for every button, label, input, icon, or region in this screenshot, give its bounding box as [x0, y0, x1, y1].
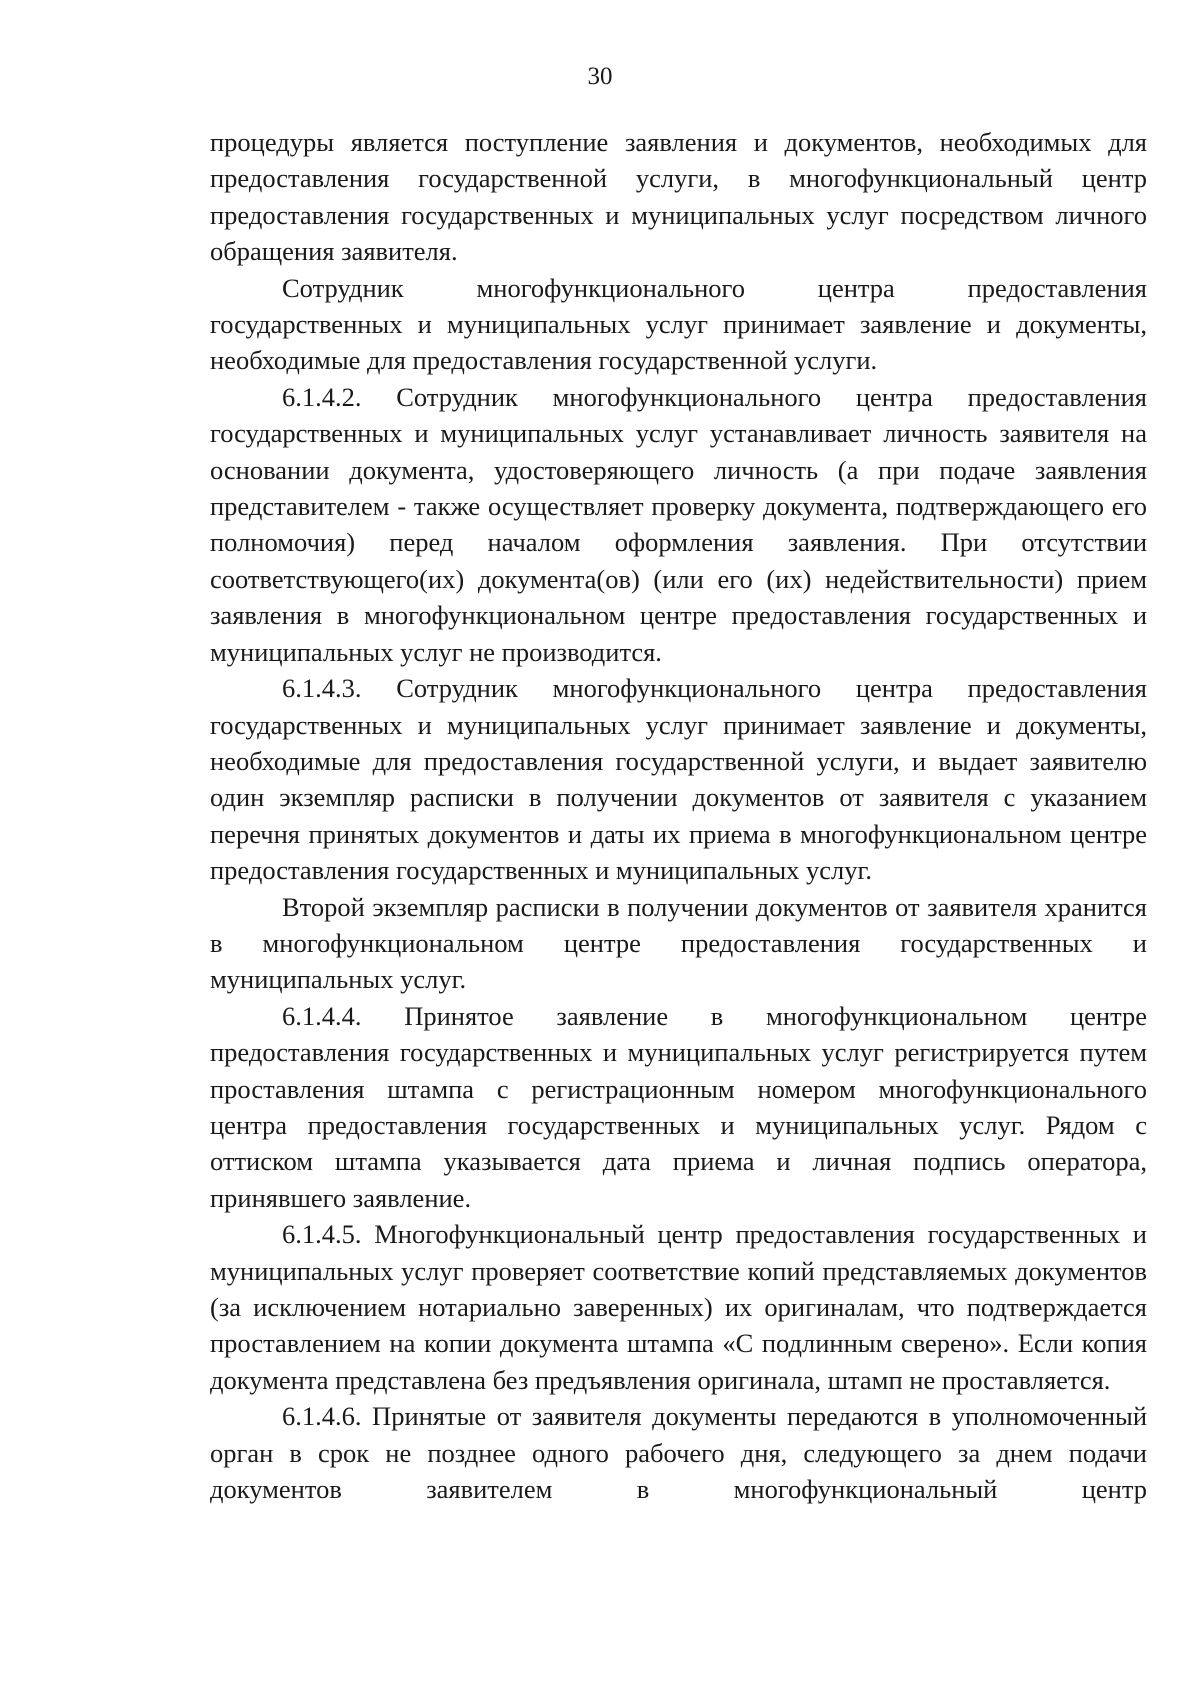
- page-number: 30: [587, 63, 613, 90]
- paragraph-6-1-4-5: 6.1.4.5. Многофункциональный центр предоставления государственных и муниципальных услуг проверяет соответствие копий представляемых документов (за исключением нотариально заверенных) их оригиналам, что подтверждается проставлением на копии документа штампа «С подлинным сверено». Если копия документа представлена без предъявления оригинала, штамп не проставляется.: [210, 1219, 1147, 1395]
- paragraph-2: Сотрудник многофункционального центра предоставления государственных и муниципальных услуг принимает заявление и документы, необходимые для предоставления государственной услуги.: [210, 272, 1147, 376]
- paragraph-6-1-4-6: 6.1.4.6. Принятые от заявителя документы передаются в уполномоченный орган в срок не позднее одного рабочего дня, следующего за днем подачи документов заявителем в многофункциональный центр: [210, 1401, 1147, 1505]
- paragraph-6-1-4-4: 6.1.4.4. Принятое заявление в многофункциональном центре предоставления государственных и муниципальных услуг регистрируется путем проставления штампа с регистрационным номером многофункционального центра предоставления государственных и муниципальных услуг. Рядом с оттиском штампа указывается дата приема и личная подпись оператора, принявшего заявление.: [210, 1000, 1147, 1213]
- paragraph-6-1-4-2: 6.1.4.2. Сотрудник многофункционального центра предоставления государственных и муниципальных услуг устанавливает личность заявителя на основании документа, удостоверяющего личность (а при подаче заявления представителем - также осуществляет проверку документа, подтверждающего его полномочия) перед началом оформления заявления. При отсутствии соответствующего(их) документа(ов) (или его (их) недействительности) прием заявления в многофункциональном центре предоставления государственных и муниципальных услуг не производится.: [210, 381, 1147, 667]
- document-body: [210, 124, 1147, 1507]
- paragraph-1: процедуры является поступление заявления и документов, необходимых для предоставления государственной услуги, в многофункциональный центр предоставления государственных и муниципальных услуг посредством личного обращения заявителя.: [210, 127, 1147, 267]
- paragraph-second-receipt: Второй экземпляр расписки в получении документов от заявителя хранится в многофункциональном центре предоставления государственных и муниципальных услуг.: [210, 891, 1147, 995]
- paragraph-6-1-4-3: 6.1.4.3. Сотрудник многофункционального центра предоставления государственных и муниципальных услуг принимает заявление и документы, необходимые для предоставления государственной услуги, и выдает заявителю один экземпляр расписки в получении документов от заявителя с указанием перечня принятых документов и даты их приема в многофункциональном центре предоставления государственных и муниципальных услуг.: [210, 673, 1147, 886]
